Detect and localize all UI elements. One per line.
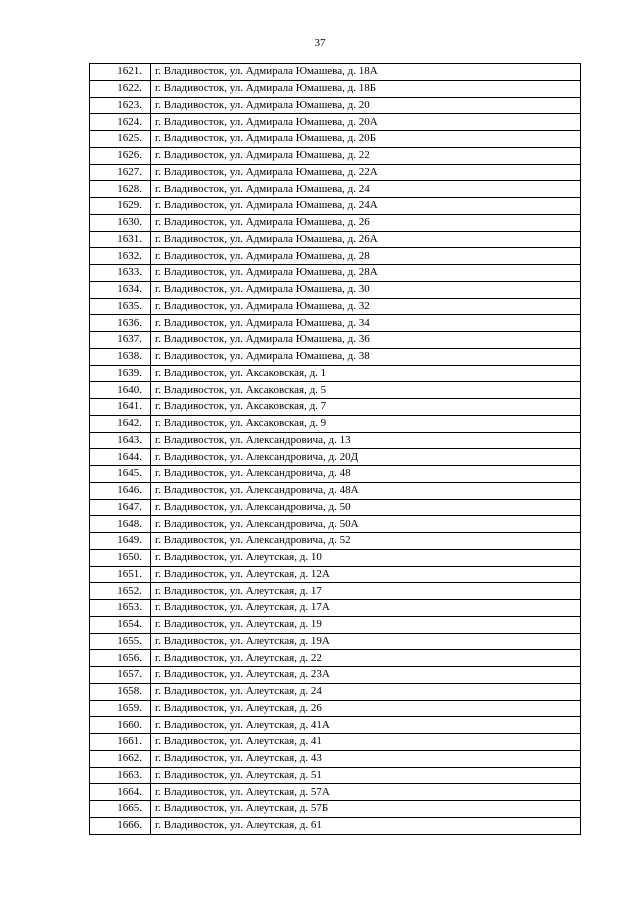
address-cell: г. Владивосток, ул. Алеутская, д. 24	[151, 683, 581, 700]
page-number: 37	[314, 37, 326, 49]
address-cell: г. Владивосток, ул. Александровича, д. 50	[151, 499, 581, 516]
row-number-cell: 1637.	[90, 332, 151, 349]
row-number-cell: 1649.	[90, 533, 151, 550]
row-number-cell: 1643.	[90, 432, 151, 449]
address-cell: г. Владивосток, ул. Адмирала Юмашева, д. 36	[151, 332, 581, 349]
table-row	[90, 700, 581, 717]
row-number-cell: 1661.	[90, 734, 151, 751]
address-cell: г. Владивосток, ул. Алеутская, д. 41А	[151, 717, 581, 734]
row-number-cell: 1642.	[90, 415, 151, 432]
address-cell: г. Владивосток, ул. Адмирала Юмашева, д. 22	[151, 147, 581, 164]
row-number-cell: 1625.	[90, 131, 151, 148]
address-cell: г. Владивосток, ул. Алеутская, д. 17А	[151, 600, 581, 617]
address-cell: г. Владивосток, ул. Алеутская, д. 43	[151, 750, 581, 767]
table-row	[90, 131, 581, 148]
row-number-cell: 1666.	[90, 817, 151, 834]
address-cell: г. Владивосток, ул. Адмирала Юмашева, д. 24А	[151, 198, 581, 215]
row-number-cell: 1640.	[90, 382, 151, 399]
row-number-cell: 1632.	[90, 248, 151, 265]
address-cell: г. Владивосток, ул. Алеутская, д. 61	[151, 817, 581, 834]
table-row	[90, 533, 581, 550]
address-cell: г. Владивосток, ул. Александровича, д. 48	[151, 466, 581, 483]
table-row	[90, 767, 581, 784]
table-row	[90, 566, 581, 583]
row-number-cell: 1664.	[90, 784, 151, 801]
table-row	[90, 583, 581, 600]
address-cell: г. Владивосток, ул. Алеутская, д. 23А	[151, 667, 581, 684]
table-row	[90, 717, 581, 734]
address-cell: г. Владивосток, ул. Алеутская, д. 10	[151, 549, 581, 566]
address-cell: г. Владивосток, ул. Адмирала Юмашева, д. 20Б	[151, 131, 581, 148]
address-cell: г. Владивосток, ул. Александровича, д. 13	[151, 432, 581, 449]
address-cell: г. Владивосток, ул. Алеутская, д. 57Б	[151, 801, 581, 818]
table-row	[90, 281, 581, 298]
row-number-cell: 1648.	[90, 516, 151, 533]
row-number-cell: 1624.	[90, 114, 151, 131]
table-row	[90, 97, 581, 114]
table-row	[90, 114, 581, 131]
row-number-cell: 1630.	[90, 214, 151, 231]
table-row	[90, 667, 581, 684]
table-row	[90, 332, 581, 349]
row-number-cell: 1622.	[90, 80, 151, 97]
address-cell: г. Владивосток, ул. Адмирала Юмашева, д. 26А	[151, 231, 581, 248]
table-row	[90, 817, 581, 834]
table-row	[90, 516, 581, 533]
row-number-cell: 1651.	[90, 566, 151, 583]
table-row	[90, 600, 581, 617]
table-row	[90, 616, 581, 633]
address-cell: г. Владивосток, ул. Алеутская, д. 22	[151, 650, 581, 667]
row-number-cell: 1657.	[90, 667, 151, 684]
table-row	[90, 734, 581, 751]
row-number-cell: 1665.	[90, 801, 151, 818]
address-table-body	[90, 64, 581, 835]
address-cell: г. Владивосток, ул. Адмирала Юмашева, д. 20	[151, 97, 581, 114]
row-number-cell: 1641.	[90, 399, 151, 416]
table-row	[90, 198, 581, 215]
address-cell: г. Владивосток, ул. Аксаковская, д. 9	[151, 415, 581, 432]
row-number-cell: 1629.	[90, 198, 151, 215]
address-cell: г. Владивосток, ул. Алеутская, д. 57А	[151, 784, 581, 801]
row-number-cell: 1628.	[90, 181, 151, 198]
table-row	[90, 348, 581, 365]
row-number-cell: 1639.	[90, 365, 151, 382]
address-cell: г. Владивосток, ул. Аксаковская, д. 5	[151, 382, 581, 399]
address-cell: г. Владивосток, ул. Аксаковская, д. 1	[151, 365, 581, 382]
table-row	[90, 181, 581, 198]
table-row	[90, 633, 581, 650]
table-row	[90, 549, 581, 566]
address-cell: г. Владивосток, ул. Адмирала Юмашева, д. 24	[151, 181, 581, 198]
table-row	[90, 482, 581, 499]
row-number-cell: 1636.	[90, 315, 151, 332]
table-row	[90, 80, 581, 97]
row-number-cell: 1660.	[90, 717, 151, 734]
row-number-cell: 1631.	[90, 231, 151, 248]
address-cell: г. Владивосток, ул. Адмирала Юмашева, д. 30	[151, 281, 581, 298]
table-row	[90, 214, 581, 231]
table-row	[90, 298, 581, 315]
table-row	[90, 64, 581, 81]
address-cell: г. Владивосток, ул. Алеутская, д. 41	[151, 734, 581, 751]
row-number-cell: 1653.	[90, 600, 151, 617]
row-number-cell: 1638.	[90, 348, 151, 365]
address-cell: г. Владивосток, ул. Адмирала Юмашева, д. 20А	[151, 114, 581, 131]
table-row	[90, 248, 581, 265]
table-row	[90, 499, 581, 516]
address-cell: г. Владивосток, ул. Александровича, д. 52	[151, 533, 581, 550]
row-number-cell: 1623.	[90, 97, 151, 114]
address-cell: г. Владивосток, ул. Адмирала Юмашева, д. 22А	[151, 164, 581, 181]
address-cell: г. Владивосток, ул. Алеутская, д. 19А	[151, 633, 581, 650]
table-row	[90, 147, 581, 164]
address-cell: г. Владивосток, ул. Алеутская, д. 17	[151, 583, 581, 600]
row-number-cell: 1656.	[90, 650, 151, 667]
row-number-cell: 1655.	[90, 633, 151, 650]
table-row	[90, 315, 581, 332]
table-row	[90, 415, 581, 432]
row-number-cell: 1652.	[90, 583, 151, 600]
table-row	[90, 231, 581, 248]
row-number-cell: 1621.	[90, 64, 151, 81]
row-number-cell: 1659.	[90, 700, 151, 717]
address-cell: г. Владивосток, ул. Адмирала Юмашева, д. 34	[151, 315, 581, 332]
address-cell: г. Владивосток, ул. Алеутская, д. 51	[151, 767, 581, 784]
table-row	[90, 750, 581, 767]
row-number-cell: 1627.	[90, 164, 151, 181]
row-number-cell: 1626.	[90, 147, 151, 164]
table-row	[90, 382, 581, 399]
table-row	[90, 784, 581, 801]
address-cell: г. Владивосток, ул. Адмирала Юмашева, д. 32	[151, 298, 581, 315]
row-number-cell: 1646.	[90, 482, 151, 499]
row-number-cell: 1658.	[90, 683, 151, 700]
address-cell: г. Владивосток, ул. Алеутская, д. 26	[151, 700, 581, 717]
row-number-cell: 1634.	[90, 281, 151, 298]
address-cell: г. Владивосток, ул. Адмирала Юмашева, д. 38	[151, 348, 581, 365]
table-row	[90, 801, 581, 818]
table-row	[90, 650, 581, 667]
table-row	[90, 399, 581, 416]
table-row	[90, 449, 581, 466]
table-row	[90, 164, 581, 181]
row-number-cell: 1650.	[90, 549, 151, 566]
table-row	[90, 365, 581, 382]
address-cell: г. Владивосток, ул. Алеутская, д. 12А	[151, 566, 581, 583]
row-number-cell: 1663.	[90, 767, 151, 784]
address-cell: г. Владивосток, ул. Александровича, д. 50А	[151, 516, 581, 533]
row-number-cell: 1645.	[90, 466, 151, 483]
address-cell: г. Владивосток, ул. Адмирала Юмашева, д. 18Б	[151, 80, 581, 97]
address-cell: г. Владивосток, ул. Адмирала Юмашева, д. 26	[151, 214, 581, 231]
address-table	[89, 63, 581, 835]
row-number-cell: 1647.	[90, 499, 151, 516]
row-number-cell: 1633.	[90, 265, 151, 282]
address-cell: г. Владивосток, ул. Адмирала Юмашева, д. 28	[151, 248, 581, 265]
address-cell: г. Владивосток, ул. Адмирала Юмашева, д. 28А	[151, 265, 581, 282]
address-cell: г. Владивосток, ул. Адмирала Юмашева, д. 18А	[151, 64, 581, 81]
row-number-cell: 1654.	[90, 616, 151, 633]
table-row	[90, 265, 581, 282]
address-cell: г. Владивосток, ул. Александровича, д. 48А	[151, 482, 581, 499]
table-row	[90, 466, 581, 483]
address-cell: г. Владивосток, ул. Алеутская, д. 19	[151, 616, 581, 633]
row-number-cell: 1635.	[90, 298, 151, 315]
row-number-cell: 1662.	[90, 750, 151, 767]
table-row	[90, 432, 581, 449]
address-cell: г. Владивосток, ул. Аксаковская, д. 7	[151, 399, 581, 416]
table-row	[90, 683, 581, 700]
row-number-cell: 1644.	[90, 449, 151, 466]
address-cell: г. Владивосток, ул. Александровича, д. 20Д	[151, 449, 581, 466]
